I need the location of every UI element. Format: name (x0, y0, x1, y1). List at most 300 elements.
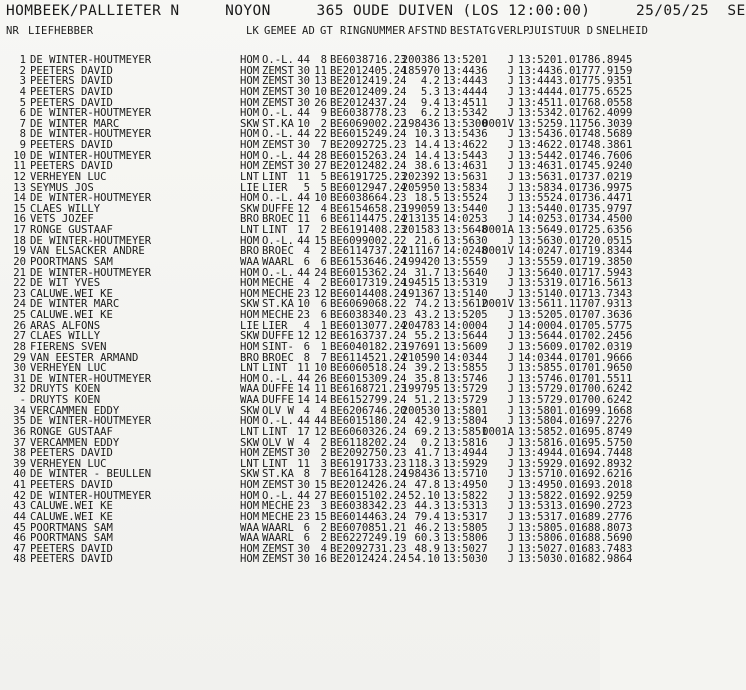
cell-snel: 1720.0515 (575, 234, 633, 247)
cell-juis: 13:5313.0 (518, 500, 576, 513)
cell-best: 13:4631 (443, 160, 488, 173)
cell-name: VAN EESTER ARMAND (30, 351, 139, 364)
cell-gt: 10 (314, 192, 327, 205)
cell-name: DE WINTER-HOUTMEYER (30, 128, 152, 141)
cell-juis: 13:5822.0 (518, 489, 576, 502)
cell-name: PEETERS DAVID (30, 139, 113, 151)
cell-best: 13:5929 (443, 457, 488, 470)
cell-juis: 13:5559.0 (518, 255, 576, 268)
cell-juis: 13:5319.0 (518, 277, 576, 290)
cell-gem: ZEMST (262, 553, 294, 566)
cell-snel: 1701.5511 (575, 372, 633, 385)
cell-gem: O.-L. (262, 192, 294, 205)
cell-juis: 13:5630.0 (518, 234, 576, 247)
cell-name: ARAS ALFONS (30, 319, 101, 332)
cell-verl: J (507, 436, 514, 449)
cell-best: 13:5443 (443, 149, 488, 162)
cell-ring: BE2012437.24 (330, 96, 407, 109)
cell-nr: 12 (13, 170, 26, 183)
cell-nr: 45 (13, 521, 26, 534)
cell-gt: 44 (314, 415, 327, 428)
cell-nr: 5 (19, 96, 26, 109)
cell-juis: 13:5440.0 (518, 202, 576, 215)
cell-snel: 1690.2723 (575, 500, 633, 513)
cell-gem: DUFFE (262, 394, 294, 406)
cell-ring: BE6164128.24 (330, 468, 407, 481)
cell-best: 13:5319 (443, 277, 488, 290)
cell-verl: J (507, 351, 514, 364)
cell-ad: 11 (297, 170, 310, 183)
cell-verl: J (507, 149, 514, 162)
cell-nr: 10 (13, 149, 26, 162)
cell-gem: ZEMST (262, 447, 294, 460)
cell-afst: 39.2 (414, 362, 440, 375)
cell-ring: BE6152799.24 (330, 394, 407, 406)
cell-juis: 13:5644.0 (518, 330, 576, 343)
cell-lk: LNT (240, 457, 260, 470)
cell-lk: HOM (240, 415, 260, 428)
cell-ring: BE2092731.23 (330, 542, 407, 555)
cell-ad: 30 (297, 139, 310, 151)
header-tail: SE (727, 3, 746, 19)
cell-nr: - (19, 394, 26, 406)
cell-afst: 14.4 (414, 149, 440, 162)
cell-juis: 13:5442.0 (518, 149, 576, 162)
cell-name: PEETERS DAVID (30, 75, 113, 88)
cell-gt: 2 (320, 117, 327, 130)
cell-nr: 4 (19, 85, 26, 98)
cell-gt: 2 (320, 277, 327, 290)
cell-ad: 4 (303, 436, 310, 449)
cell-lk: HOM (240, 128, 260, 141)
cell-gt: 28 (314, 149, 327, 162)
cell-ad: 23 (297, 510, 310, 523)
cell-gem: ZEMST (262, 542, 294, 555)
cell-nr: 36 (13, 425, 26, 438)
cell-afst: 31.7 (414, 266, 440, 279)
cell-ring: BE2012409.24 (330, 85, 407, 98)
cell-afst: 48.9 (414, 542, 440, 555)
cell-afst: 199795 (401, 383, 440, 396)
cell-ring: BE6227249.19 (330, 532, 407, 545)
cell-nr: 28 (13, 340, 26, 353)
cell-lk: HOM (240, 340, 260, 353)
cell-best: 13:5710 (443, 468, 488, 481)
cell-juis: 13:5806.0 (518, 532, 576, 545)
cell-snel: 1701.9666 (575, 351, 633, 364)
cell-snel: 1702.2456 (575, 330, 633, 343)
cell-verl: 0001V (482, 117, 514, 130)
col-liefhebber: LIEFHEBBER (28, 25, 94, 37)
cell-ring: BE6038716.23 (330, 54, 407, 66)
cell-snel: 1695.8749 (575, 425, 633, 438)
cell-verl: J (507, 362, 514, 375)
cell-juis: 13:5611.1 (518, 298, 576, 311)
cell-snel: 1700.6242 (575, 383, 633, 396)
cell-best: 13:4622 (443, 139, 488, 151)
cell-name: DE WINTER - BEULLEN (30, 468, 152, 481)
cell-gt: 2 (320, 532, 327, 545)
cell-lk: HOM (240, 192, 260, 205)
col-ringnummer: RINGNUMMER (340, 25, 406, 37)
cell-afst: 211167 (401, 245, 440, 258)
cell-juis: 13:5030.0 (518, 553, 576, 566)
cell-ad: 30 (297, 64, 310, 77)
cell-lk: HOM (240, 510, 260, 523)
cell-ring: BE6014408.24 (330, 287, 407, 300)
cell-juis: 13:5746.0 (518, 372, 576, 385)
cell-afst: 21.6 (414, 234, 440, 247)
cell-best: 13:5201 (443, 54, 488, 66)
cell-juis: 13:5524.0 (518, 192, 576, 205)
cell-snel: 1756.3039 (575, 117, 633, 130)
cell-juis: 13:4622.0 (518, 139, 576, 151)
club-name: HOMBEEK/PALLIETER N (6, 3, 180, 19)
cell-ring: BE6014463.24 (330, 510, 407, 523)
cell-afst: 191367 (401, 287, 440, 300)
cell-gt: 4 (320, 404, 327, 417)
cell-ad: 8 (303, 468, 310, 481)
cell-afst: 197691 (401, 340, 440, 353)
cell-verl: J (507, 64, 514, 77)
cell-lk: LIE (240, 181, 260, 194)
cell-gt: 22 (314, 128, 327, 141)
cell-name: PEETERS DAVID (30, 553, 113, 566)
cell-best: 13:5440 (443, 202, 488, 215)
cell-gt: 14 (314, 394, 327, 406)
cell-lk: SKW (240, 436, 260, 449)
cell-snel: 1719.8344 (575, 245, 633, 258)
cell-ad: 30 (297, 85, 310, 98)
bird-count: 365 OUDE DUIVEN (316, 3, 454, 19)
cell-gem: OLV W (262, 404, 294, 417)
cell-gem: OLV W (262, 436, 294, 449)
cell-lk: BRO (240, 213, 260, 226)
cell-afst: 200386 (401, 54, 440, 66)
cell-ring: BE6191725.23 (330, 170, 407, 183)
cell-juis: 13:5631.0 (518, 170, 576, 183)
cell-afst: 5.3 (420, 85, 440, 98)
cell-lk: SKW (240, 298, 260, 311)
cell-verl: J (507, 394, 514, 406)
cell-name: VETS JOZEF (30, 213, 94, 226)
cell-ad: 44 (297, 234, 310, 247)
cell-lk: HOM (240, 500, 260, 513)
cell-gem: LINT (262, 170, 288, 183)
cell-gt: 27 (314, 489, 327, 502)
cell-ad: 10 (297, 117, 310, 130)
cell-snel: 1699.1668 (575, 404, 633, 417)
cell-gt: 27 (314, 160, 327, 173)
cell-best: 13:5640 (443, 266, 488, 279)
cell-ring: BE6060518.24 (330, 362, 407, 375)
cell-gem: WAARL (262, 255, 294, 268)
cell-ad: 30 (297, 542, 310, 555)
cell-juis: 14:0344.0 (518, 351, 576, 364)
cell-verl: J (507, 372, 514, 385)
cell-ad: 12 (297, 202, 310, 215)
cell-snel: 1707.3636 (575, 309, 633, 321)
cell-snel: 1762.4099 (575, 107, 633, 120)
cell-gem: LIER (262, 319, 288, 332)
cell-ad: 44 (297, 266, 310, 279)
cell-ring: BE6015263.24 (330, 149, 407, 162)
cell-ring: BE2012426.24 (330, 479, 407, 491)
cell-best: 14:0253 (443, 213, 488, 226)
cell-gt: 13 (314, 75, 327, 88)
cell-ring: BE6038340.23 (330, 309, 407, 321)
cell-ring: BE6040182.23 (330, 340, 407, 353)
cell-nr: 39 (13, 457, 26, 470)
cell-ad: 30 (297, 553, 310, 566)
cell-afst: 55.2 (414, 330, 440, 343)
cell-ad: 17 (297, 425, 310, 438)
cell-best: 13:5729 (443, 394, 488, 406)
cell-snel: 1697.2276 (575, 415, 633, 428)
cell-name: POORTMANS SAM (30, 255, 113, 268)
cell-nr: 35 (13, 415, 26, 428)
cell-verl: 0001V (482, 245, 514, 258)
cell-best: 14:0344 (443, 351, 488, 364)
cell-verl: 0001A (482, 224, 514, 236)
cell-gem: LINT (262, 362, 288, 375)
cell-best: 13:5609 (443, 340, 488, 353)
cell-ad: 6 (303, 255, 310, 268)
cell-name: DE WINTER MARC (30, 298, 120, 311)
cell-ring: BE6191733.23 (330, 457, 407, 470)
cell-lk: HOM (240, 553, 260, 566)
cell-ad: 30 (297, 96, 310, 109)
cell-gt: 15 (314, 479, 327, 491)
cell-juis: 13:4631.0 (518, 160, 576, 173)
cell-afst: 205950 (401, 181, 440, 194)
cell-gem: ZEMST (262, 75, 294, 88)
cell-gt: 26 (314, 96, 327, 109)
cell-verl: J (507, 202, 514, 215)
cell-verl: J (507, 510, 514, 523)
cell-juis: 13:5852.0 (518, 425, 576, 438)
cell-nr: 34 (13, 404, 26, 417)
cell-best: 13:5804 (443, 415, 488, 428)
cell-verl: J (507, 468, 514, 481)
cell-gem: ZEMST (262, 64, 294, 77)
cell-lk: SKW (240, 117, 260, 130)
cell-best: 13:5816 (443, 436, 488, 449)
cell-nr: 20 (13, 255, 26, 268)
cell-best: 13:5140 (443, 287, 488, 300)
cell-nr: 48 (13, 553, 26, 566)
cell-nr: 46 (13, 532, 26, 545)
cell-snel: 1734.4500 (575, 213, 633, 226)
cell-juis: 13:4436.0 (518, 64, 576, 77)
cell-verl: J (507, 330, 514, 343)
cell-juis: 14:0247.0 (518, 245, 576, 258)
cell-afst: 198436 (401, 468, 440, 481)
cell-gem: ZEMST (262, 160, 294, 173)
cell-verl: J (507, 181, 514, 194)
cell-snel: 1692.6216 (575, 468, 633, 481)
cell-ring: BE2092725.23 (330, 139, 407, 151)
cell-ring: BE6015249.24 (330, 128, 407, 141)
cell-ad: 44 (297, 149, 310, 162)
cell-ring: BE6163737.24 (330, 330, 407, 343)
cell-best: 13:5300 (443, 117, 488, 130)
cell-juis: 13:5609.0 (518, 340, 576, 353)
cell-juis: 13:5729.0 (518, 383, 576, 396)
cell-best: 13:4950 (443, 479, 488, 491)
cell-ad: 4 (303, 404, 310, 417)
cell-verl: J (507, 96, 514, 109)
cell-best: 13:5205 (443, 309, 488, 321)
cell-afst: 42.9 (414, 415, 440, 428)
cell-name: DE WINTER-HOUTMEYER (30, 192, 152, 205)
cell-juis: 13:5855.0 (518, 362, 576, 375)
cell-verl: J (507, 255, 514, 268)
cell-best: 13:5729 (443, 383, 488, 396)
cell-gem: LINT (262, 224, 288, 236)
cell-lk: HOM (240, 85, 260, 98)
cell-name: CALUWE.WEI KE (30, 500, 113, 513)
cell-ring: BE6038664.23 (330, 192, 407, 205)
cell-ring: BE6118202.24 (330, 436, 407, 449)
col-afstnd: AFSTND (408, 25, 448, 37)
cell-gt: 6 (320, 309, 327, 321)
cell-name: PEETERS DAVID (30, 479, 113, 491)
cell-verl: J (507, 479, 514, 491)
cell-verl: J (507, 532, 514, 545)
cell-gt: 6 (320, 255, 327, 268)
release-time: (LOS 12:00:00) (462, 3, 591, 19)
cell-name: RONGE GUSTAAF (30, 224, 113, 236)
cell-lk: BRO (240, 245, 260, 258)
cell-name: DE WINTER-HOUTMEYER (30, 415, 152, 428)
cell-nr: 22 (13, 277, 26, 290)
cell-verl: J (507, 383, 514, 396)
cell-juis: 13:5640.0 (518, 266, 576, 279)
cell-juis: 13:4443.0 (518, 75, 576, 88)
cell-ad: 30 (297, 447, 310, 460)
cell-nr: 41 (13, 479, 26, 491)
cell-afst: 200530 (401, 404, 440, 417)
cell-afst: 52.10 (408, 489, 440, 502)
cell-snel: 1688.5690 (575, 532, 633, 545)
cell-best: 13:5746 (443, 372, 488, 385)
cell-best: 13:5030 (443, 553, 488, 566)
cell-nr: 2 (19, 64, 26, 77)
cell-gem: ST.KA (262, 298, 294, 311)
cell-lk: HOM (240, 107, 260, 120)
cell-best: 13:4944 (443, 447, 488, 460)
cell-afst: 35.8 (414, 372, 440, 385)
cell-juis: 13:5317.0 (518, 510, 576, 523)
cell-nr: 18 (13, 234, 26, 247)
cell-name: DE WINTER-HOUTMEYER (30, 266, 152, 279)
cell-name: DRUYTS KOEN (30, 383, 101, 396)
race-place: NOYON (225, 3, 271, 19)
cell-ring: BE6114737.24 (330, 245, 407, 258)
cell-gt: 15 (314, 510, 327, 523)
cell-lk: HOM (240, 266, 260, 279)
cell-nr: 25 (13, 309, 26, 321)
cell-nr: 40 (13, 468, 26, 481)
cell-snel: 1705.5775 (575, 319, 633, 332)
cell-best: 13:4511 (443, 96, 488, 109)
cell-best: 13:5612 (443, 298, 488, 311)
cell-nr: 27 (13, 330, 26, 343)
cell-best: 13:4436 (443, 64, 488, 77)
cell-lk: LNT (240, 425, 260, 438)
cell-ad: 23 (297, 287, 310, 300)
cell-snel: 1707.9313 (575, 298, 633, 311)
cell-best: 13:5631 (443, 170, 488, 183)
cell-verl: J (507, 457, 514, 470)
cell-lk: WAA (240, 255, 260, 268)
cell-afst: 204783 (401, 319, 440, 332)
cell-nr: 43 (13, 500, 26, 513)
cell-gt: 4 (320, 542, 327, 555)
cell-juis: 13:5649.0 (518, 224, 576, 236)
cell-snel: 1777.9159 (575, 64, 633, 77)
cell-ring: BE6069068.22 (330, 298, 407, 311)
cell-juis: 13:5804.0 (518, 415, 576, 428)
cell-afst: 194515 (401, 277, 440, 290)
cell-afst: 199420 (401, 255, 440, 268)
cell-gt: 2 (320, 447, 327, 460)
cell-nr: 30 (13, 362, 26, 375)
cell-ad: 30 (297, 75, 310, 88)
cell-gt: 10 (314, 85, 327, 98)
cell-nr: 3 (19, 75, 26, 88)
cell-snel: 1700.6242 (575, 394, 633, 406)
cell-lk: SKW (240, 330, 260, 343)
cell-verl: J (507, 319, 514, 332)
cell-gt: 12 (314, 330, 327, 343)
cell-juis: 13:5929.0 (518, 457, 576, 470)
cell-lk: HOM (240, 149, 260, 162)
cell-snel: 1748.3861 (575, 139, 633, 151)
cell-gt: 9 (320, 107, 327, 120)
cell-nr: 1 (19, 54, 26, 66)
cell-ad: 6 (303, 532, 310, 545)
cell-snel: 1692.9259 (575, 489, 633, 502)
cell-snel: 1682.9864 (575, 553, 633, 566)
cell-verl: J (507, 85, 514, 98)
cell-ring: BE6114521.24 (330, 351, 407, 364)
cell-ad: 23 (297, 500, 310, 513)
cell-afst: 185970 (401, 64, 440, 77)
cell-afst: 54.10 (408, 553, 440, 566)
cell-best: 13:5822 (443, 489, 488, 502)
cell-gt: 11 (314, 383, 327, 396)
cell-gt: 15 (314, 234, 327, 247)
cell-best: 13:5027 (443, 542, 488, 555)
cell-ring: BE2012405.24 (330, 64, 407, 77)
cell-afst: 9.4 (420, 96, 440, 109)
cell-lk: WAA (240, 532, 260, 545)
cell-verl: J (507, 234, 514, 247)
cell-ad: 6 (303, 340, 310, 353)
cell-snel: 1746.7606 (575, 149, 633, 162)
cell-snel: 1736.4471 (575, 192, 633, 205)
cell-juis: 13:4944.0 (518, 447, 576, 460)
cell-ring: BE2012424.24 (330, 553, 407, 566)
cell-lk: HOM (240, 139, 260, 151)
cell-gt: 2 (320, 245, 327, 258)
cell-afst: 4.2 (420, 75, 440, 88)
cell-lk: HOM (240, 160, 260, 173)
cell-verl: J (507, 192, 514, 205)
cell-gem: O.-L. (262, 489, 294, 502)
